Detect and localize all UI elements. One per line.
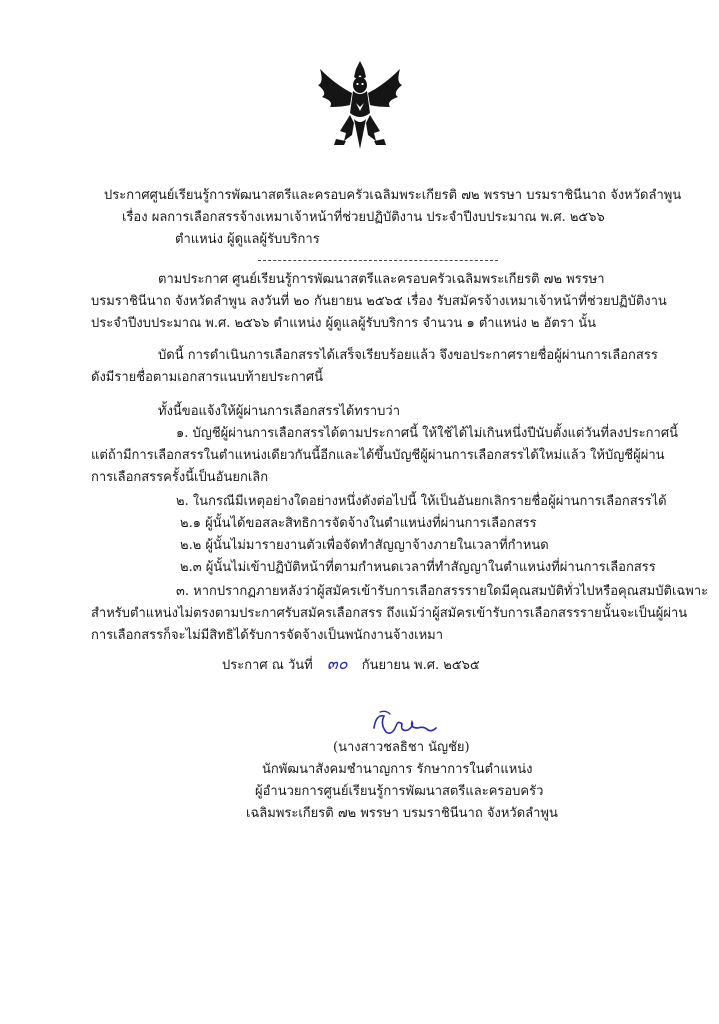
signatory-title-3: เฉลิมพระเกียรติ ๗๒ พรรษา บรมราชินีนาถ จังหวัดลำพูน xyxy=(246,806,558,821)
date-day-handwritten: ๓๐ xyxy=(326,654,348,673)
item-1-line-2: แต่ถ้ามีการเลือกสรรในตำแหน่งเดียวกันนี้อีกและได้ขึ้นบัญชีผู้ผ่านการเลือกสรรได้ใหม่แล้ว ให้บัญชีผู้ผ่าน xyxy=(91,448,665,463)
heading-position: ตำแหน่ง ผู้ดูแลผู้รับบริการ xyxy=(175,232,320,247)
item-3-line-2: สำหรับตำแหน่งไม่ตรงตามประกาศรับสมัครเลือกสรร ถึงแม้ว่าผู้สมัครเข้ารับการเลือกสรรรายนั้นจะเป็นผู้ผ่าน xyxy=(91,606,688,621)
paragraph-1-line-2: บรมราชินีนาถ จังหวัดลำพูน ลงวันที่ ๒๐ กันยายน ๒๕๖๕ เรื่อง รับสมัครจ้างเหมาเจ้าหน้าที่ช่วยปฏิบัติงาน xyxy=(91,294,667,309)
date-prefix: ประกาศ ณ วันที่ xyxy=(222,658,313,673)
heading-line-1: ประกาศศูนย์เรียนรู้การพัฒนาสตรีและครอบครัวเฉลิมพระเกียรติ ๗๒ พรรษา บรมราชินีนาถ จังหวัดลำพูน xyxy=(104,188,682,203)
item-2-2: ๒.๒ ผู้นั้นไม่มารายงานตัวเพื่อจัดทำสัญญาจ้างภายในเวลาที่กำหนด xyxy=(180,538,549,553)
item-1-line-1: ๑. บัญชีผู้ผ่านการเลือกสรรได้ตามประกาศนี้ ให้ใช้ได้ไม่เกินหนึ่งปีนับตั้งแต่วันที่ลงประกาศนี้ xyxy=(176,426,678,441)
announcement-date xyxy=(222,656,480,674)
paragraph-1-line-1: ตามประกาศ ศูนย์เรียนรู้การพัฒนาสตรีและครอบครัวเฉลิมพระเกียรติ ๗๒ พรรษา xyxy=(158,272,605,287)
paragraph-2-line-2: ดังมีรายชื่อตามเอกสารแนบท้ายประกาศนี้ xyxy=(91,370,324,385)
heading-subject: เรื่อง ผลการเลือกสรรจ้างเหมาเจ้าหน้าที่ช่วยปฏิบัติงาน ประจำปีงบประมาณ พ.ศ. ๒๕๖๖ xyxy=(122,210,605,225)
signatory-name: (นางสาวชลธิชา นัญชัย) xyxy=(333,740,470,755)
item-2: ๒. ในกรณีมีเหตุอย่างใดอย่างหนึ่งดังต่อไปนี้ ให้เป็นอันยกเลิกรายชื่อผู้ผ่านการเลือกสรรได้ xyxy=(176,494,667,509)
item-2-3: ๒.๓ ผู้นั้นไม่เข้าปฏิบัติหน้าที่ตามกำหนดเวลาที่ทำสัญญาในตำแหน่งที่ผ่านการเลือกสรร xyxy=(180,560,656,575)
signatory-title-1: นักพัฒนาสังคมชำนาญการ รักษาการในตำแหน่ง xyxy=(262,762,533,777)
handwritten-signature-icon xyxy=(370,708,440,738)
item-3-line-1: ๓. หากปรากฏภายหลังว่าผู้สมัครเข้ารับการเลือกสรรรายใดมีคุณสมบัติทั่วไปหรือคุณสมบัติเฉพาะ xyxy=(176,584,709,599)
paragraph-3: ทั้งนี้ขอแจ้งให้ผู้ผ่านการเลือกสรรได้ทราบว่า xyxy=(158,404,401,419)
date-suffix: กันยายน พ.ศ. ๒๕๖๕ xyxy=(361,658,480,673)
item-1-line-3: การเลือกสรรครั้งนี้เป็นอันยกเลิก xyxy=(91,470,269,485)
item-3-line-3: การเลือกสรรก็จะไม่มีสิทธิได้รับการจัดจ้างเป็นพนักงานจ้างเหมา xyxy=(91,628,444,643)
paragraph-2-line-1: บัดนี้ การดำเนินการเลือกสรรได้เสร็จเรียบร้อยแล้ว จึงขอประกาศรายชื่อผู้ผ่านการเลือกสรร xyxy=(158,348,658,363)
signatory-title-2: ผู้อำนวยการศูนย์เรียนรู้การพัฒนาสตรีและครอบครัว xyxy=(255,784,544,799)
separator-line xyxy=(258,260,498,261)
item-2-1: ๒.๑ ผู้นั้นได้ขอสละสิทธิการจัดจ้างในตำแหน่งที่ผ่านการเลือกสรร xyxy=(180,516,537,531)
garuda-emblem-icon xyxy=(310,55,410,155)
paragraph-1-line-3: ประจำปีงบประมาณ พ.ศ. ๒๕๖๖ ตำแหน่ง ผู้ดูแลผู้รับบริการ จำนวน ๑ ตำแหน่ง ๒ อัตรา นั้น xyxy=(91,316,597,331)
